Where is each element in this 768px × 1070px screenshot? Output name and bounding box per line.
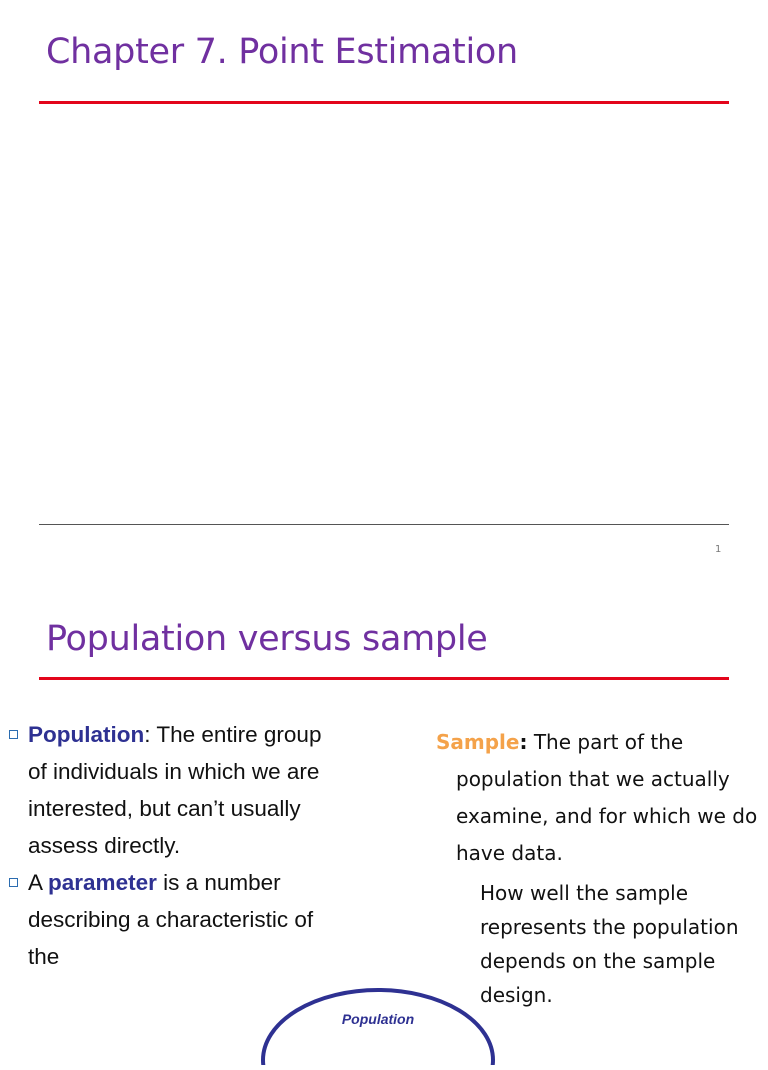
sample-design-note: How well the sample represents the population depends on the sample design. bbox=[480, 881, 739, 1007]
page-number: 1 bbox=[715, 544, 722, 555]
population-diagram-label: Population bbox=[341, 1011, 415, 1027]
slide1-title-rule bbox=[39, 101, 729, 104]
sample-definition bbox=[436, 724, 766, 872]
square-bullet-icon bbox=[9, 878, 18, 887]
sample-text-rest: population that we actually examine, and for which we do have data. bbox=[456, 767, 758, 865]
parameter-definition: is a number describing a characteristic of the bbox=[28, 870, 314, 969]
left-column bbox=[5, 716, 345, 975]
population-colon: : bbox=[144, 722, 151, 747]
sample-keyword: Sample bbox=[436, 730, 520, 754]
slide2-title-rule bbox=[39, 677, 729, 680]
slide1-bottom-rule bbox=[39, 524, 729, 525]
sample-colon: : bbox=[519, 730, 528, 754]
slide1-title: Chapter 7. Point Estimation bbox=[46, 32, 518, 72]
population-definition: The entire group of individuals in which we are interested, but can’t usually assess directly. bbox=[28, 722, 322, 858]
square-bullet-icon bbox=[9, 730, 18, 739]
parameter-prefix: A bbox=[28, 870, 49, 895]
parameter-bullet bbox=[5, 864, 345, 975]
right-column bbox=[436, 724, 766, 1012]
parameter-keyword: parameter bbox=[48, 870, 157, 895]
population-diagram bbox=[258, 985, 498, 1065]
population-keyword: Population bbox=[28, 722, 145, 747]
sample-text-first: The part of the bbox=[527, 730, 684, 754]
slide2-title: Population versus sample bbox=[46, 619, 488, 659]
population-bullet bbox=[5, 716, 345, 864]
